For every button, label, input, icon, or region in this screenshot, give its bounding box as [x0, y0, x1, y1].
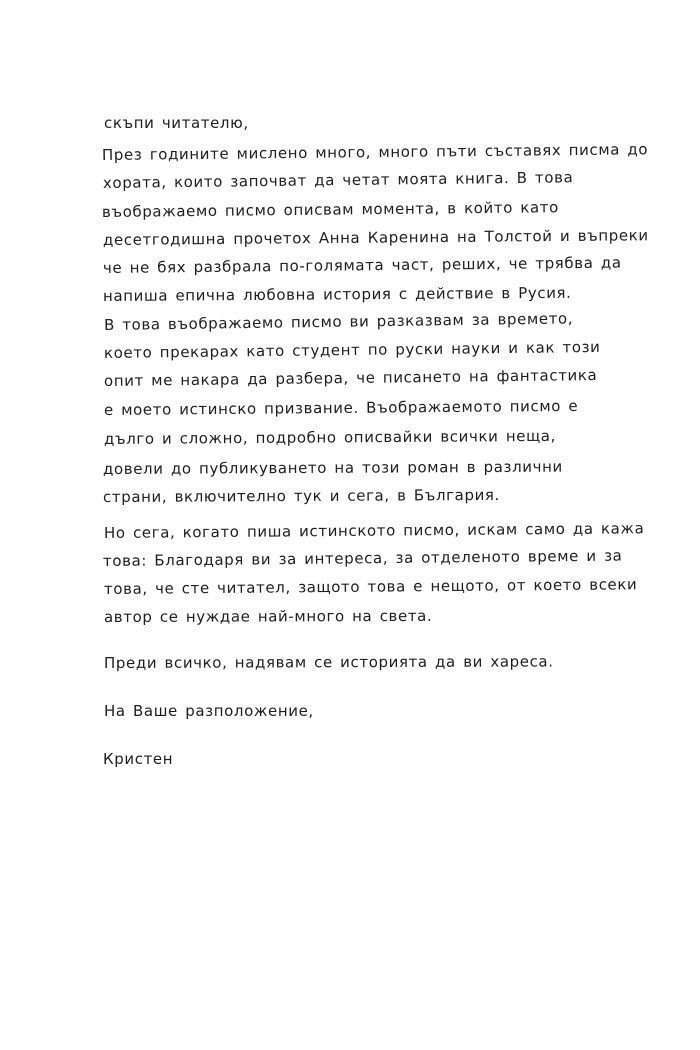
paragraph-1-line: В това въображаемо писмо ви разказвам за времето,: [103, 309, 574, 334]
paragraph-1-line: въображаемо писмо описвам момента, в който като: [101, 198, 559, 221]
greeting: скъпи читателю,: [104, 114, 249, 132]
paragraph-1-line: хората, които започват да четат моята книга. В това: [102, 168, 574, 192]
paragraph-1-line: страни, включително тук и сега, в България.: [102, 485, 500, 506]
paragraph-1-line: че не бях разбрала по-голямата част, реших, че трябва да: [102, 253, 622, 277]
paragraph-1-line: довели до публикуването на този роман в различни: [102, 457, 563, 478]
signature: Кристен: [103, 750, 174, 768]
paragraph-2-line: това: Благодаря ви за интереса, за отделеното време и за: [102, 546, 623, 570]
paragraph-1-line: опит ме накара да разбера, че писането на фантастика: [103, 365, 598, 390]
paragraph-3: Преди всичко, надявам се историята да ви хареса.: [103, 652, 554, 672]
paragraph-1-line: е моето истинско призвание. Въображаемото писмо е: [103, 396, 579, 419]
paragraph-1-line: което прекарах като студент по руски науки и как този: [103, 337, 601, 362]
paragraph-1-line: десетгодишна прочетох Анна Каренина на Толстой и въпреки: [102, 226, 649, 249]
closing: На Ваше разположение,: [104, 702, 314, 720]
paragraph-1-line: напиша епична любовна история с действие в Русия.: [102, 283, 572, 305]
paragraph-1-line: През годините мислено много, много пъти съставях писма до: [101, 140, 649, 164]
paragraph-2-line: автор се нуждае най-много на света.: [103, 606, 433, 626]
paragraph-2-line: Но сега, когато пиша истинското писмо, искам само да кажа: [103, 519, 645, 542]
paragraph-2-line: това, че сте читател, защото това е нещото, от което всеки: [103, 575, 638, 598]
paragraph-1-line: дълго и сложно, подробно описвайки всички неща,: [103, 426, 557, 448]
